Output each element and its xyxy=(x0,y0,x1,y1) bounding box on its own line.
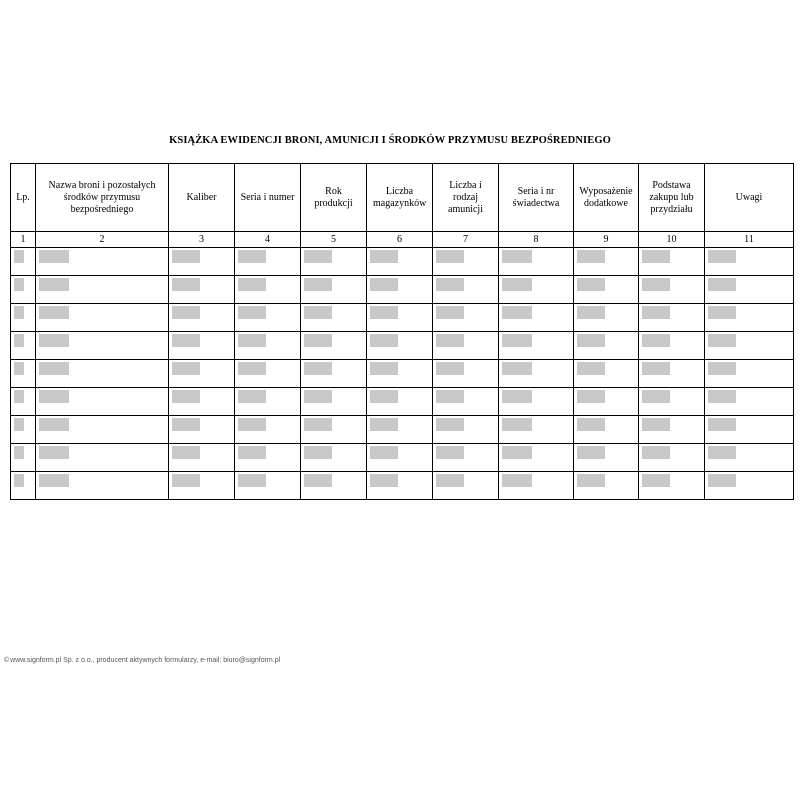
redacted-field xyxy=(172,474,200,487)
redacted-field xyxy=(502,362,532,375)
redacted-field xyxy=(14,334,24,347)
redacted-field xyxy=(370,250,398,263)
entry-cell[interactable] xyxy=(301,472,367,500)
column-header-ammunition: Liczba i rodzaj amunicji xyxy=(433,164,499,232)
redacted-field xyxy=(238,278,266,291)
entry-cell[interactable] xyxy=(169,472,235,500)
entry-cell[interactable] xyxy=(433,248,499,276)
redacted-field xyxy=(238,334,266,347)
redacted-field xyxy=(642,390,670,403)
redacted-field xyxy=(436,362,464,375)
column-number-row xyxy=(11,232,794,248)
redacted-field xyxy=(708,250,736,263)
redacted-field xyxy=(708,306,736,319)
entry-cell[interactable] xyxy=(169,332,235,360)
redacted-field xyxy=(304,474,332,487)
redacted-field xyxy=(39,278,69,291)
redacted-field xyxy=(370,306,398,319)
redacted-field xyxy=(502,474,532,487)
entry-cell[interactable] xyxy=(639,416,705,444)
entry-cell[interactable] xyxy=(235,304,301,332)
entry-cell[interactable] xyxy=(639,248,705,276)
redacted-field xyxy=(238,362,266,375)
entry-cell[interactable] xyxy=(574,248,639,276)
redacted-field xyxy=(708,418,736,431)
entry-cell[interactable] xyxy=(499,444,574,472)
redacted-field xyxy=(577,334,605,347)
redacted-field xyxy=(14,474,24,487)
redacted-field xyxy=(172,362,200,375)
entry-cell[interactable] xyxy=(169,416,235,444)
redacted-field xyxy=(172,418,200,431)
entry-cell[interactable] xyxy=(367,444,433,472)
entry-cell[interactable] xyxy=(639,304,705,332)
table-row xyxy=(11,444,794,472)
entry-cell[interactable] xyxy=(367,248,433,276)
column-header-certificate: Seria i nr świadectwa xyxy=(499,164,574,232)
redacted-field xyxy=(370,446,398,459)
redacted-field xyxy=(708,278,736,291)
redacted-field xyxy=(436,250,464,263)
redacted-field xyxy=(642,474,670,487)
table-row xyxy=(11,332,794,360)
entry-cell[interactable] xyxy=(639,332,705,360)
column-number: 1 xyxy=(11,232,36,248)
redacted-field xyxy=(238,250,266,263)
redacted-field xyxy=(304,362,332,375)
redacted-field xyxy=(577,474,605,487)
redacted-field xyxy=(39,418,69,431)
entry-cell[interactable] xyxy=(433,304,499,332)
entry-cell[interactable] xyxy=(301,276,367,304)
entry-cell[interactable] xyxy=(36,388,169,416)
entry-cell[interactable] xyxy=(705,276,794,304)
redacted-field xyxy=(502,278,532,291)
redacted-field xyxy=(238,474,266,487)
entry-cell[interactable] xyxy=(169,360,235,388)
entry-cell[interactable] xyxy=(367,388,433,416)
redacted-field xyxy=(304,390,332,403)
column-header-purchase-basis: Podstawa zakupu lub przydziału xyxy=(639,164,705,232)
entry-cell[interactable] xyxy=(705,248,794,276)
redacted-field xyxy=(577,278,605,291)
redacted-field xyxy=(708,446,736,459)
column-header-caliber: Kaliber xyxy=(169,164,235,232)
entry-cell[interactable] xyxy=(235,332,301,360)
redacted-field xyxy=(577,250,605,263)
entry-cell[interactable] xyxy=(639,360,705,388)
copyright-icon: © xyxy=(4,657,10,664)
redacted-field xyxy=(14,390,24,403)
column-header-serial: Seria i numer xyxy=(235,164,301,232)
entry-cell[interactable] xyxy=(499,360,574,388)
entry-cell[interactable] xyxy=(499,332,574,360)
redacted-field xyxy=(14,250,24,263)
entry-cell[interactable] xyxy=(11,276,36,304)
redacted-field xyxy=(238,390,266,403)
entry-cell[interactable] xyxy=(235,444,301,472)
entry-cell[interactable] xyxy=(301,332,367,360)
entry-cell[interactable] xyxy=(705,304,794,332)
redacted-field xyxy=(436,278,464,291)
redacted-field xyxy=(304,278,332,291)
table-row xyxy=(11,472,794,500)
entry-cell[interactable] xyxy=(574,332,639,360)
entry-cell[interactable] xyxy=(499,304,574,332)
entry-cell[interactable] xyxy=(235,276,301,304)
entry-cell[interactable] xyxy=(499,416,574,444)
entry-cell[interactable] xyxy=(11,416,36,444)
table-row xyxy=(11,304,794,332)
redacted-field xyxy=(172,334,200,347)
redacted-field xyxy=(708,334,736,347)
redacted-field xyxy=(642,278,670,291)
footer-text: www.signform.pl Sp. z o.o., producent aktywnych formularzy, e-mail: biuro@signform.pl xyxy=(10,657,281,664)
entry-cell[interactable] xyxy=(367,472,433,500)
redacted-field xyxy=(577,390,605,403)
redacted-field xyxy=(172,446,200,459)
redacted-field xyxy=(172,278,200,291)
table-row xyxy=(11,248,794,276)
redacted-field xyxy=(238,446,266,459)
redacted-field xyxy=(436,306,464,319)
column-header-magazines: Liczba magazynków xyxy=(367,164,433,232)
entry-cell[interactable] xyxy=(36,360,169,388)
redacted-field xyxy=(436,390,464,403)
entry-cell[interactable] xyxy=(367,304,433,332)
entry-cell[interactable] xyxy=(574,304,639,332)
entry-cell[interactable] xyxy=(574,416,639,444)
entry-cell[interactable] xyxy=(433,276,499,304)
redacted-field xyxy=(502,250,532,263)
entry-cell[interactable] xyxy=(301,248,367,276)
form-title: KSIĄŻKA EWIDENCJI BRONI, AMUNICJI I ŚRODKÓW PRZYMUSU BEZPOŚREDNIEGO xyxy=(169,135,611,146)
header-row xyxy=(11,164,794,232)
entry-cell[interactable] xyxy=(367,332,433,360)
redacted-field xyxy=(708,362,736,375)
entry-cell[interactable] xyxy=(705,416,794,444)
redacted-field xyxy=(39,306,69,319)
entry-cell[interactable] xyxy=(433,332,499,360)
redacted-field xyxy=(304,250,332,263)
entry-cell[interactable] xyxy=(11,248,36,276)
entry-cell[interactable] xyxy=(574,360,639,388)
entry-cell[interactable] xyxy=(36,248,169,276)
redacted-field xyxy=(39,362,69,375)
entry-cell[interactable] xyxy=(367,276,433,304)
redacted-field xyxy=(708,474,736,487)
column-number: 8 xyxy=(499,232,574,248)
entry-cell[interactable] xyxy=(36,444,169,472)
redacted-field xyxy=(39,446,69,459)
redacted-field xyxy=(304,418,332,431)
entry-cell[interactable] xyxy=(36,304,169,332)
redacted-field xyxy=(370,334,398,347)
entry-cell[interactable] xyxy=(433,360,499,388)
entry-cell[interactable] xyxy=(705,472,794,500)
redacted-field xyxy=(370,474,398,487)
redacted-field xyxy=(502,418,532,431)
entry-cell[interactable] xyxy=(433,472,499,500)
entry-cell[interactable] xyxy=(169,248,235,276)
entry-cell[interactable] xyxy=(169,388,235,416)
redacted-field xyxy=(642,306,670,319)
redacted-field xyxy=(14,306,24,319)
entry-cell[interactable] xyxy=(705,360,794,388)
redacted-field xyxy=(238,418,266,431)
column-header-remarks: Uwagi xyxy=(705,164,794,232)
entry-cell[interactable] xyxy=(705,444,794,472)
column-header-equipment: Wyposażenie dodatkowe xyxy=(574,164,639,232)
entry-cell[interactable] xyxy=(301,388,367,416)
entry-cell[interactable] xyxy=(499,472,574,500)
redacted-field xyxy=(14,446,24,459)
entry-cell[interactable] xyxy=(499,276,574,304)
entry-cell[interactable] xyxy=(574,472,639,500)
table-row xyxy=(11,360,794,388)
redacted-field xyxy=(502,334,532,347)
column-header-weapon-name: Nazwa broni i pozostałych środków przymusu bezpośredniego xyxy=(36,164,169,232)
column-number: 5 xyxy=(301,232,367,248)
entry-cell[interactable] xyxy=(169,304,235,332)
redacted-field xyxy=(304,446,332,459)
redacted-field xyxy=(502,446,532,459)
redacted-field xyxy=(577,306,605,319)
entry-cell[interactable] xyxy=(235,388,301,416)
column-number: 9 xyxy=(574,232,639,248)
entry-cell[interactable] xyxy=(11,472,36,500)
entry-cell[interactable] xyxy=(235,360,301,388)
entry-cell[interactable] xyxy=(301,444,367,472)
redacted-field xyxy=(708,390,736,403)
redacted-field xyxy=(14,278,24,291)
footer xyxy=(4,657,280,664)
redacted-field xyxy=(436,334,464,347)
redacted-field xyxy=(502,390,532,403)
redacted-field xyxy=(172,390,200,403)
entry-cell[interactable] xyxy=(433,444,499,472)
redacted-field xyxy=(304,306,332,319)
entry-cell[interactable] xyxy=(11,388,36,416)
entry-cell[interactable] xyxy=(235,416,301,444)
entry-cell[interactable] xyxy=(574,388,639,416)
redacted-field xyxy=(642,250,670,263)
entry-cell[interactable] xyxy=(705,332,794,360)
redacted-field xyxy=(642,446,670,459)
column-header-production-year: Rok produkcji xyxy=(301,164,367,232)
redacted-field xyxy=(642,362,670,375)
entry-cell[interactable] xyxy=(639,472,705,500)
redacted-field xyxy=(577,362,605,375)
column-number: 6 xyxy=(367,232,433,248)
redacted-field xyxy=(39,250,69,263)
entry-cell[interactable] xyxy=(169,276,235,304)
entry-cell[interactable] xyxy=(433,416,499,444)
redacted-field xyxy=(436,446,464,459)
entry-cell[interactable] xyxy=(36,416,169,444)
redacted-field xyxy=(577,418,605,431)
entry-cell[interactable] xyxy=(11,304,36,332)
table-row xyxy=(11,416,794,444)
entry-cell[interactable] xyxy=(499,248,574,276)
column-number: 2 xyxy=(36,232,169,248)
redacted-field xyxy=(39,474,69,487)
entry-cell[interactable] xyxy=(705,388,794,416)
redacted-field xyxy=(642,418,670,431)
entry-cell[interactable] xyxy=(499,388,574,416)
redacted-field xyxy=(577,446,605,459)
column-number: 4 xyxy=(235,232,301,248)
redacted-field xyxy=(172,250,200,263)
entry-cell[interactable] xyxy=(169,444,235,472)
redacted-field xyxy=(172,306,200,319)
entry-cell[interactable] xyxy=(11,332,36,360)
redacted-field xyxy=(39,390,69,403)
redacted-field xyxy=(39,334,69,347)
redacted-field xyxy=(14,362,24,375)
redacted-field xyxy=(436,474,464,487)
column-number: 10 xyxy=(639,232,705,248)
entry-cell[interactable] xyxy=(11,360,36,388)
entry-cell[interactable] xyxy=(301,360,367,388)
column-number: 3 xyxy=(169,232,235,248)
ledger-body xyxy=(11,248,794,500)
entry-cell[interactable] xyxy=(574,276,639,304)
redacted-field xyxy=(370,362,398,375)
entry-cell[interactable] xyxy=(36,472,169,500)
entry-cell[interactable] xyxy=(433,388,499,416)
redacted-field xyxy=(238,306,266,319)
entry-cell[interactable] xyxy=(367,360,433,388)
redacted-field xyxy=(642,334,670,347)
entry-cell[interactable] xyxy=(639,276,705,304)
entry-cell[interactable] xyxy=(36,332,169,360)
redacted-field xyxy=(502,306,532,319)
entry-cell[interactable] xyxy=(639,388,705,416)
entry-cell[interactable] xyxy=(367,416,433,444)
redacted-field xyxy=(436,418,464,431)
redacted-field xyxy=(304,334,332,347)
entry-cell[interactable] xyxy=(301,416,367,444)
table-row xyxy=(11,388,794,416)
table-row xyxy=(11,276,794,304)
redacted-field xyxy=(370,390,398,403)
column-number: 11 xyxy=(705,232,794,248)
column-header-lp: Lp. xyxy=(11,164,36,232)
entry-cell[interactable] xyxy=(574,444,639,472)
redacted-field xyxy=(370,278,398,291)
redacted-field xyxy=(14,418,24,431)
entry-cell[interactable] xyxy=(36,276,169,304)
entry-cell[interactable] xyxy=(639,444,705,472)
ledger-table xyxy=(10,163,794,500)
entry-cell[interactable] xyxy=(11,444,36,472)
redacted-field xyxy=(370,418,398,431)
entry-cell[interactable] xyxy=(235,472,301,500)
entry-cell[interactable] xyxy=(235,248,301,276)
column-number: 7 xyxy=(433,232,499,248)
entry-cell[interactable] xyxy=(301,304,367,332)
